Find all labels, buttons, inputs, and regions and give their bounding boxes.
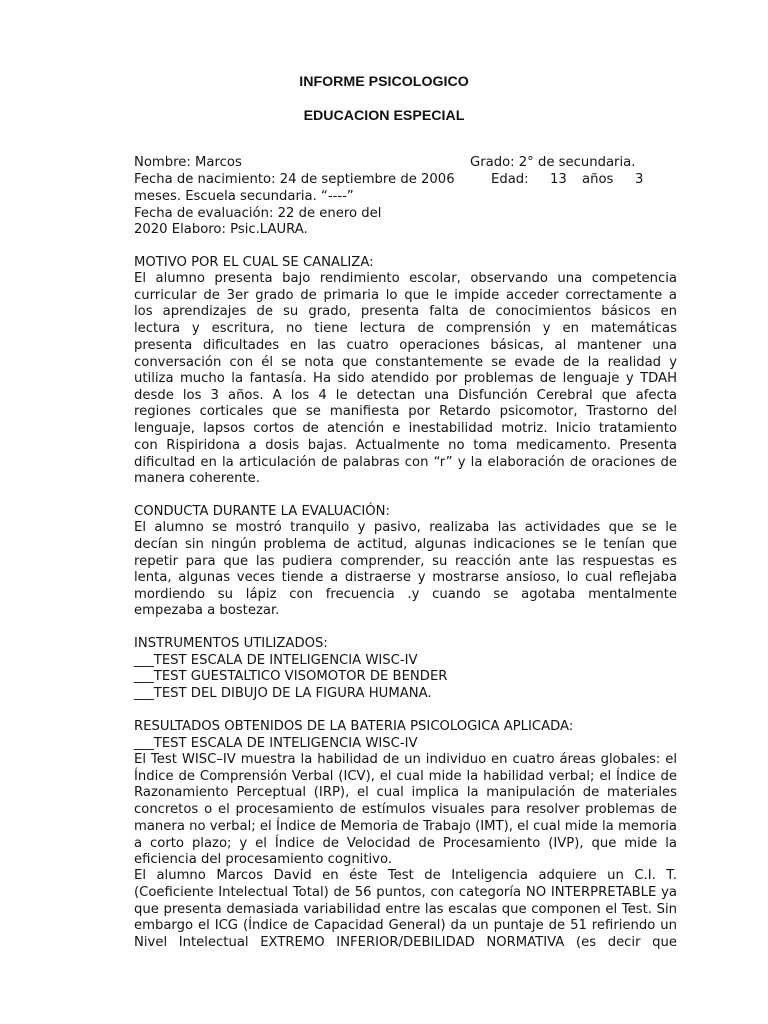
motivo-line: desde los 3 años. A los 4 le detectan una Disfunción Cerebral que afecta bbox=[134, 388, 677, 403]
resultados-subheading: ___TEST ESCALA DE INTELIGENCIA WISC-IV bbox=[134, 736, 418, 751]
conducta-line: El alumno se mostró tranquilo y pasivo, realizaba las actividades que se le bbox=[134, 520, 677, 535]
instrument-item: ___TEST ESCALA DE INTELIGENCIA WISC-IV bbox=[134, 653, 418, 668]
motivo-line: dificultad en la articulación de palabras con “r” y la elaboración de oraciones de bbox=[134, 455, 677, 470]
student-name: Nombre: Marcos bbox=[134, 155, 242, 170]
resultados-line: Razonamiento Perceptual (IRP), el cual implica la manipulación de materiales bbox=[134, 785, 677, 800]
resultados-line: El alumno Marcos David en éste Test de Inteligencia adquiere un C.I. T. bbox=[134, 868, 677, 883]
age-years-number: 13 bbox=[550, 172, 567, 187]
resultados-line: (Coeficiente Intelectual Total) de 56 puntos, con categoría NO INTERPRETABLE ya bbox=[134, 885, 677, 900]
resultados-line: El Test WISC–IV muestra la habilidad de un individuo en cuatro áreas globales: el bbox=[134, 752, 677, 767]
report-subtitle: EDUCACION ESPECIAL bbox=[303, 108, 465, 124]
conducta-line: empezaba a bostezar. bbox=[134, 603, 280, 618]
resultados-line: embargo el ICG (Índice de Capacidad General) da un puntaje de 51 refiriendo un bbox=[134, 918, 677, 933]
student-grade: Grado: 2° de secundaria. bbox=[470, 155, 636, 170]
motivo-line: El alumno presenta bajo rendimiento escolar, observando una competencia bbox=[134, 271, 677, 286]
resultados-line: que presenta demasiada variabilidad entre las escalas que componen el Test. Sin bbox=[134, 902, 677, 917]
resultados-line: a corto plazo; y el Índice de Velocidad de Procesamiento (IVP), que mide la bbox=[134, 836, 677, 851]
section-heading-conducta: CONDUCTA DURANTE LA EVALUACIÓN: bbox=[134, 504, 390, 519]
motivo-line: manera coherente. bbox=[134, 471, 260, 486]
motivo-line: presenta dificultades en las cuatro operaciones básicas, al mantener una bbox=[134, 338, 677, 353]
age-years-unit: años bbox=[582, 172, 614, 187]
motivo-line: conversación con él se nota que constantemente se evade de la realidad y bbox=[134, 355, 677, 370]
motivo-line: lenguaje, lapsos cortos de atención e inestabilidad motriz. Inicio tratamiento bbox=[134, 421, 677, 436]
resultados-line: manera no verbal; el Índice de Memoria de Trabajo (IMT), el cual mide la memoria bbox=[134, 819, 677, 834]
conducta-line: decían sin ningún problema de actitud, algunas indicaciones se le tenían que bbox=[134, 537, 677, 552]
motivo-line: los aprendizajes de su grado, presenta falta de conocimientos básicos en bbox=[134, 304, 677, 319]
motivo-line: regiones corticales que se manifiesta por Retardo psicomotor, Trastorno del bbox=[134, 404, 677, 419]
motivo-line: lectura y escritura, no tiene lectura de comprensión y en matemáticas bbox=[134, 321, 677, 336]
header-line-4: Fecha de evaluación: 22 de enero del bbox=[134, 206, 382, 221]
header-line-1 bbox=[134, 155, 677, 171]
conducta-line: repetir para que las pudiera comprender, su reacción ante las respuestas es bbox=[134, 554, 677, 569]
resultados-line: eficiencia del procesamiento cognitivo. bbox=[134, 852, 393, 867]
report-title: INFORME PSICOLOGICO bbox=[299, 74, 469, 90]
motivo-line: curricular de 3er grado de primaria lo que le impide acceder correctamente a bbox=[134, 288, 677, 303]
resultados-line: concretos o el procesamiento de estímulos visuales para resolver problemas de bbox=[134, 802, 677, 817]
motivo-line: utiliza mucho la fantasía. Ha sido atendido por problemas de lenguaje y TDAH bbox=[134, 371, 677, 386]
header-line-2 bbox=[134, 172, 677, 188]
resultados-line: Índice de Comprensión Verbal (ICV), el cual mide la habilidad verbal; el Índice de bbox=[134, 769, 677, 784]
motivo-line: con Rispiridona a dosis bajas. Actualmente no toma medicamento. Presenta bbox=[134, 438, 677, 453]
instrument-item: ___TEST GUESTALTICO VISOMOTOR DE BENDER bbox=[134, 669, 448, 684]
age-months-number: 3 bbox=[635, 172, 644, 187]
header-line-3: meses. Escuela secundaria. “----” bbox=[134, 189, 354, 204]
instrument-item: ___TEST DEL DIBUJO DE LA FIGURA HUMANA. bbox=[134, 686, 432, 701]
resultados-line: Nivel Intelectual EXTREMO INFERIOR/DEBILIDAD NORMATIVA (es decir que bbox=[134, 935, 677, 950]
conducta-line: lenta, algunas veces tiende a distraerse y mostrarse ansioso, lo cual reflejaba bbox=[134, 570, 677, 585]
section-heading-resultados: RESULTADOS OBTENIDOS DE LA BATERIA PSICOLOGICA APLICADA: bbox=[134, 719, 574, 734]
section-heading-instrumentos: INSTRUMENTOS UTILIZADOS: bbox=[134, 636, 328, 651]
section-heading-motivo: MOTIVO POR EL CUAL SE CANALIZA: bbox=[134, 255, 374, 270]
conducta-line: mordiendo su lápiz con frecuencia .y cuando se agotaba mentalmente bbox=[134, 587, 677, 602]
age-label: Edad: bbox=[491, 172, 529, 187]
birth-date: Fecha de nacimiento: 24 de septiembre de 2006 bbox=[134, 172, 455, 187]
header-line-5: 2020 Elaboro: Psic.LAURA. bbox=[134, 222, 308, 237]
